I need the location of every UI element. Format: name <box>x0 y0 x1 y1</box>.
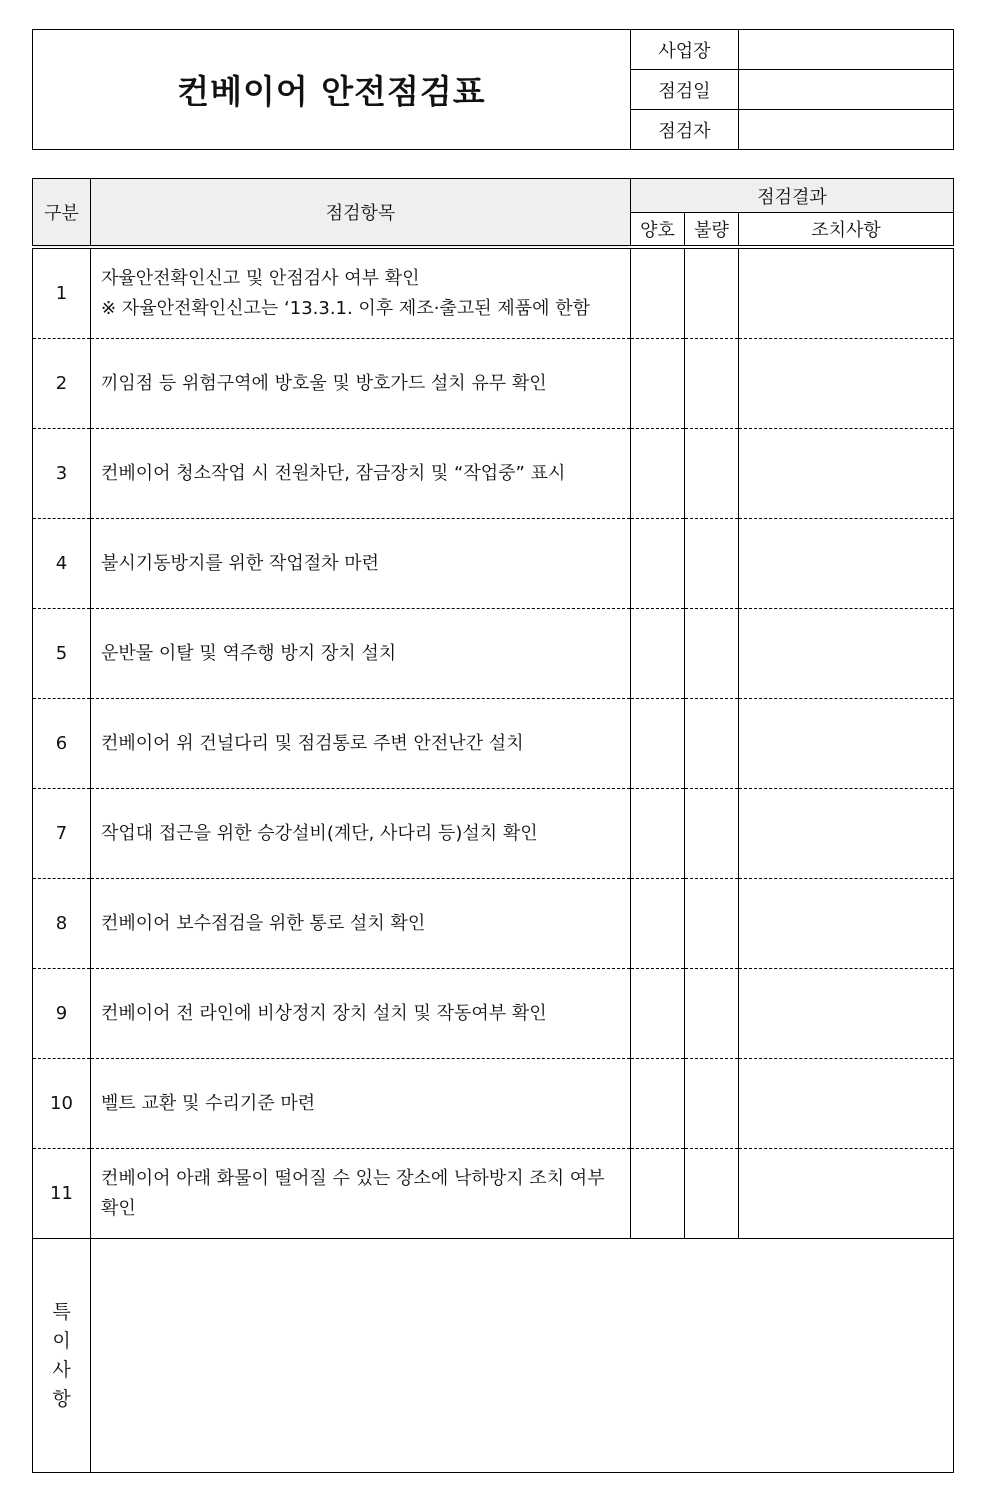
item-text <box>91 969 631 1059</box>
good-check-cell[interactable] <box>631 247 685 339</box>
item-number: 1 <box>33 247 91 339</box>
action-cell[interactable] <box>739 519 954 609</box>
action-cell[interactable] <box>739 879 954 969</box>
good-check-cell[interactable] <box>631 879 685 969</box>
item-text-line: 컨베이어 청소작업 시 전원차단, 잠금장치 및 “작업중” 표시 <box>101 462 566 484</box>
good-check-cell[interactable] <box>631 339 685 429</box>
item-text <box>91 1149 631 1239</box>
item-number: 3 <box>33 429 91 519</box>
action-cell[interactable] <box>739 699 954 789</box>
action-cell[interactable] <box>739 247 954 339</box>
good-check-cell[interactable] <box>631 429 685 519</box>
item-text <box>91 699 631 789</box>
inspector-label: 점검자 <box>631 110 739 150</box>
item-text-line: 불시기동방지를 위한 작업절차 마련 <box>101 552 379 574</box>
bad-check-cell[interactable] <box>685 1149 739 1239</box>
workplace-field[interactable] <box>739 30 954 70</box>
action-cell[interactable] <box>739 609 954 699</box>
table-row <box>33 969 954 1059</box>
good-check-cell[interactable] <box>631 969 685 1059</box>
item-text <box>91 519 631 609</box>
item-text <box>91 247 631 339</box>
item-text-line: 컨베이어 전 라인에 비상정지 장치 설치 및 작동여부 확인 <box>101 1002 547 1024</box>
item-text <box>91 339 631 429</box>
item-text-line: 확인 <box>101 1197 136 1219</box>
item-text-line: 운반물 이탈 및 역주행 방지 장치 설치 <box>101 642 397 664</box>
checklist-table <box>32 178 954 1473</box>
bad-check-cell[interactable] <box>685 609 739 699</box>
remarks-field[interactable] <box>91 1239 954 1473</box>
bad-check-cell[interactable] <box>685 1059 739 1149</box>
workplace-label: 사업장 <box>631 30 739 70</box>
bad-check-cell[interactable] <box>685 969 739 1059</box>
bad-check-cell[interactable] <box>685 879 739 969</box>
bad-check-cell[interactable] <box>685 789 739 879</box>
header-table <box>32 29 954 150</box>
table-row <box>33 879 954 969</box>
item-number: 11 <box>33 1149 91 1239</box>
item-text-line: 컨베이어 보수점검을 위한 통로 설치 확인 <box>101 912 426 934</box>
item-number: 10 <box>33 1059 91 1149</box>
item-text-line: 컨베이어 위 건널다리 및 점검통로 주변 안전난간 설치 <box>101 732 524 754</box>
good-check-cell[interactable] <box>631 1059 685 1149</box>
item-text <box>91 429 631 519</box>
bad-check-cell[interactable] <box>685 519 739 609</box>
good-check-cell[interactable] <box>631 789 685 879</box>
table-row <box>33 789 954 879</box>
col-header-good: 양호 <box>631 213 685 248</box>
inspection-date-label: 점검일 <box>631 70 739 110</box>
item-text-line: 작업대 접근을 위한 승강설비(계단, 사다리 등)설치 확인 <box>101 822 538 844</box>
table-row <box>33 1059 954 1149</box>
remarks-label-char: 사 <box>52 1358 71 1381</box>
good-check-cell[interactable] <box>631 609 685 699</box>
item-text-line: ※ 자율안전확인신고는 ‘13.3.1. 이후 제조·출고된 제품에 한함 <box>101 297 590 319</box>
col-header-bad: 불량 <box>685 213 739 248</box>
item-number: 2 <box>33 339 91 429</box>
action-cell[interactable] <box>739 429 954 519</box>
inspector-field[interactable] <box>739 110 954 150</box>
table-row <box>33 429 954 519</box>
col-header-item: 점검항목 <box>91 179 631 248</box>
page-title: 컨베이어 안전점검표 <box>33 30 631 150</box>
bad-check-cell[interactable] <box>685 699 739 789</box>
item-number: 4 <box>33 519 91 609</box>
remarks-label-char: 이 <box>52 1329 71 1352</box>
item-text <box>91 609 631 699</box>
table-row <box>33 339 954 429</box>
bad-check-cell[interactable] <box>685 247 739 339</box>
action-cell[interactable] <box>739 1059 954 1149</box>
item-text-line: 자율안전확인신고 및 안점검사 여부 확인 <box>101 267 420 289</box>
item-number: 5 <box>33 609 91 699</box>
item-text <box>91 1059 631 1149</box>
table-row <box>33 1149 954 1239</box>
table-row <box>33 699 954 789</box>
remarks-label-char: 특 <box>52 1300 71 1323</box>
table-row <box>33 519 954 609</box>
col-header-no: 구분 <box>33 179 91 248</box>
item-text-line: 벨트 교환 및 수리기준 마련 <box>101 1092 316 1114</box>
bad-check-cell[interactable] <box>685 339 739 429</box>
bad-check-cell[interactable] <box>685 429 739 519</box>
table-row <box>33 609 954 699</box>
item-text <box>91 789 631 879</box>
action-cell[interactable] <box>739 969 954 1059</box>
remarks-label <box>33 1239 91 1473</box>
item-number: 7 <box>33 789 91 879</box>
good-check-cell[interactable] <box>631 699 685 789</box>
item-number: 9 <box>33 969 91 1059</box>
item-number: 8 <box>33 879 91 969</box>
good-check-cell[interactable] <box>631 519 685 609</box>
inspection-date-field[interactable] <box>739 70 954 110</box>
table-row <box>33 247 954 339</box>
checklist-rows <box>33 247 954 1239</box>
col-header-action: 조치사항 <box>739 213 954 248</box>
remarks-label-char: 항 <box>52 1387 71 1410</box>
item-text-line: 컨베이어 아래 화물이 떨어질 수 있는 장소에 낙하방지 조치 여부 <box>101 1167 605 1189</box>
item-number: 6 <box>33 699 91 789</box>
action-cell[interactable] <box>739 789 954 879</box>
good-check-cell[interactable] <box>631 1149 685 1239</box>
action-cell[interactable] <box>739 339 954 429</box>
item-text-line: 끼임점 등 위험구역에 방호울 및 방호가드 설치 유무 확인 <box>101 372 547 394</box>
action-cell[interactable] <box>739 1149 954 1239</box>
item-text <box>91 879 631 969</box>
col-header-result: 점검결과 <box>631 179 954 213</box>
